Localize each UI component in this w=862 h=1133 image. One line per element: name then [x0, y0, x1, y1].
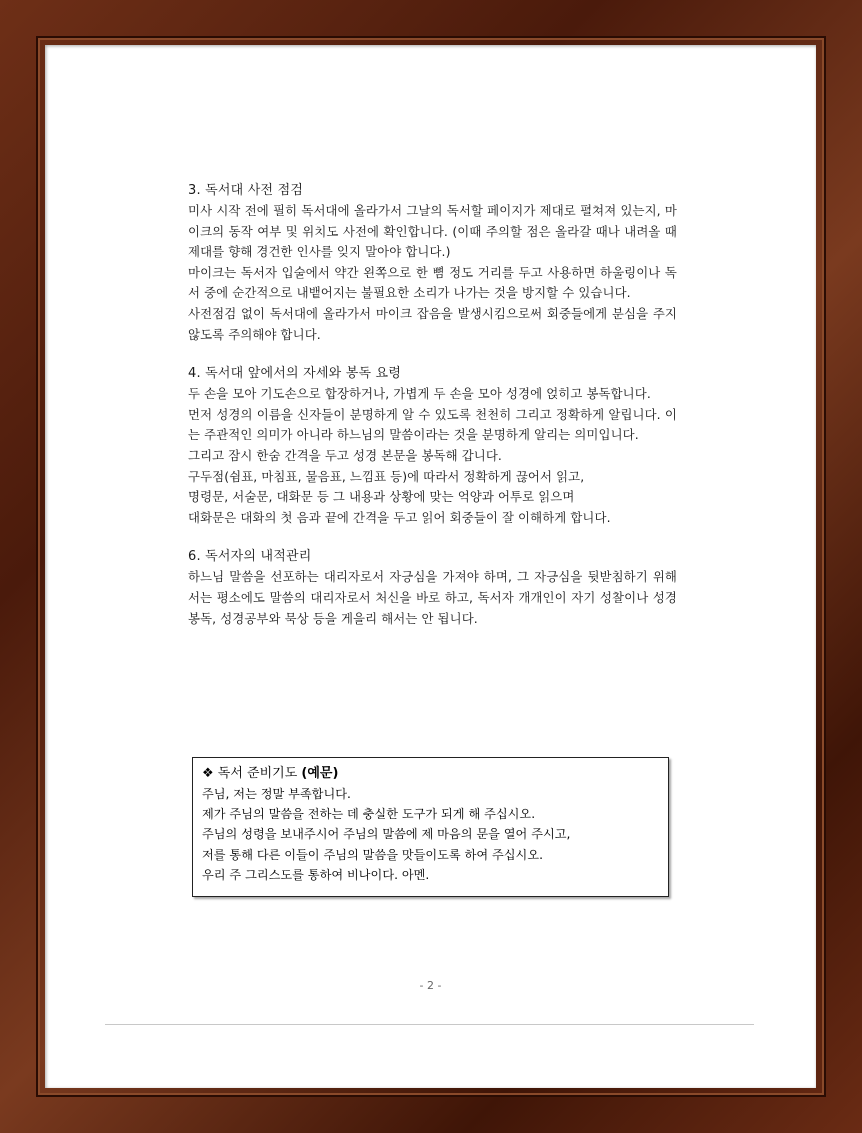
section-pre-check	[188, 181, 677, 345]
prayer-title	[202, 764, 660, 783]
prayer-title-text: 독서 준비기도	[217, 766, 298, 781]
diamond-bullet-icon: ❖	[202, 766, 214, 781]
footer-divider	[105, 1024, 754, 1025]
paragraph: 마이크는 독서자 입술에서 약간 왼쪽으로 한 뼘 정도 거리를 두고 사용하면 하울링이나 독서 중에 순간적으로 내뱉어지는 불필요한 소리가 나가는 것을 방지할 수 있습니다.	[188, 264, 677, 301]
prayer-line: 제가 주님의 말씀을 전하는 데 충실한 도구가 되게 해 주십시오.	[202, 807, 536, 822]
section-heading: 4. 독서대 앞에서의 자세와 봉독 요령	[188, 366, 402, 382]
prayer-line: 주님, 저는 정말 부족합니다.	[202, 787, 351, 801]
prayer-box	[192, 757, 669, 897]
prayer-line: 주님의 성령을 보내주시어 주님의 말씀에 제 마음의 문을 열어 주시고,	[202, 827, 571, 842]
section-posture	[188, 364, 677, 528]
paragraph: 하느님 말씀을 선포하는 대리자로서 자긍심을 가져야 하며, 그 자긍심을 뒷받침하기 위해서는 평소에도 말씀의 대리자로서 처신을 바로 하고, 독서자 개개인이 자기 성찰이나 성경봉독, 성경공부와 묵상 등을 게을리 해서는 안 됩니다.	[188, 569, 677, 626]
document-body	[188, 181, 677, 648]
paragraph: 사전점검 없이 독서대에 올라가서 마이크 잡음을 발생시킴으로써 회중들에게 분심을 주지 않도록 주의해야 합니다.	[188, 305, 677, 342]
prayer-line: 저를 통해 다른 이들이 주님의 말씀을 맛들이도록 하여 주십시오.	[202, 847, 543, 862]
prayer-title-emphasis: (예문)	[301, 766, 339, 781]
paragraph: 두 손을 모아 기도손으로 합장하거나, 가볍게 두 손을 모아 성경에 얹히고 봉독합니다.	[188, 386, 651, 402]
paragraph: 대화문은 대화의 첫 음과 끝에 간격을 두고 읽어 회중들이 잘 이해하게 합니다.	[188, 509, 611, 525]
prayer-line: 우리 주 그리스도를 통하여 비나이다. 아멘.	[202, 867, 430, 882]
document-page	[45, 45, 816, 1088]
section-inner-care	[188, 547, 677, 629]
page-number: - 2 -	[419, 979, 442, 992]
paragraph: 먼저 성경의 이름을 신자들이 분명하게 알 수 있도록 천천히 그리고 정확하게 알립니다. 이는 주관적인 의미가 아니라 하느님의 말씀이라는 것을 분명하게 알리는 의미입니다.	[188, 406, 677, 443]
paragraph: 미사 시작 전에 필히 독서대에 올라가서 그날의 독서할 페이지가 제대로 펼쳐져 있는지, 마이크의 동작 여부 및 위치도 사전에 확인합니다. (이때 주의할 점은 올라갈 때나 내려올 때 제대를 향해 경건한 인사를 잊지 말아야 합니다.)	[188, 203, 677, 260]
paragraph: 구두점(쉼표, 마침표, 물음표, 느낌표 등)에 따라서 정확하게 끊어서 읽고,	[188, 468, 585, 484]
paragraph: 그리고 잠시 한숨 간격을 두고 성경 본문을 봉독해 갑니다.	[188, 447, 502, 463]
section-heading: 3. 독서대 사전 점검	[188, 183, 304, 198]
section-heading: 6. 독서자의 내적관리	[188, 549, 312, 565]
paragraph: 명령문, 서술문, 대화문 등 그 내용과 상황에 맞는 억양과 어투로 읽으며	[188, 489, 575, 505]
